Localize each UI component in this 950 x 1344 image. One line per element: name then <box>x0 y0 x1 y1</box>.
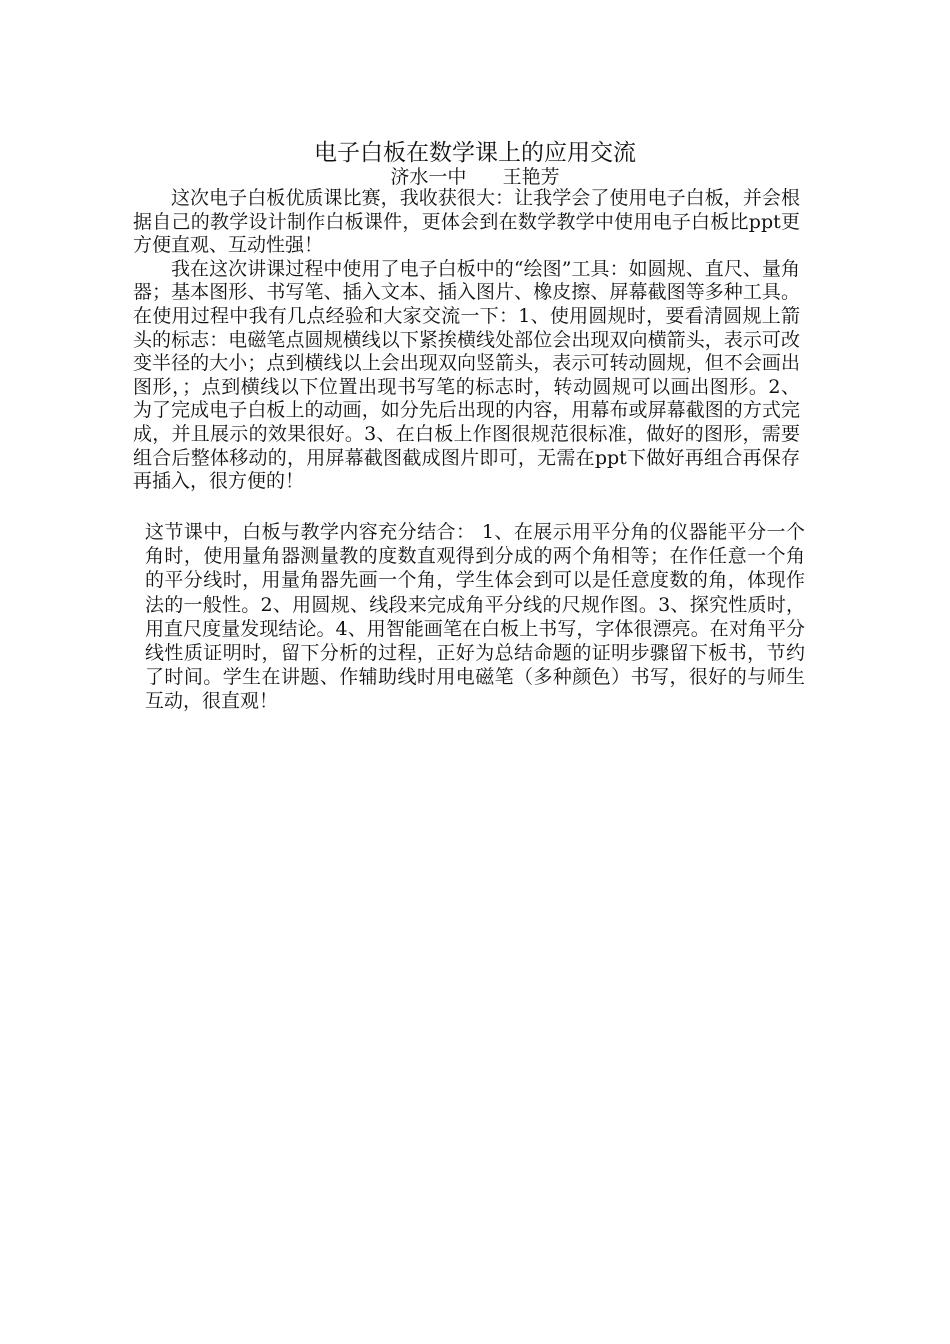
paragraph-lesson-integration: 这节课中，白板与教学内容充分结合： 1、在展示用平分角的仪器能平分一个角时，使用量角器测量教的度数直观得到分成的两个角相等；在作任意一个角的平分线时，用量角器先画一个角，学生体会到可以是任意度数的角，体现作法的一般性。2、用圆规、线段来完成角平分线的尺规作图。3、探究性质时，用直尺度量发现结论。4、用智能画笔在白板上书写，字体很漂亮。在对角平分线性质证明时，留下分析的过程，正好为总结命题的证明步骤留下板书，节约了时间。学生在讲题、作辅助线时用电磁笔（多种颜色）书写，很好的与师生互动，很直观！ <box>145 521 805 713</box>
body-section-experience <box>133 187 800 494</box>
paragraph-tools-experience: 我在这次讲课过程中使用了电子白板中的“绘图”工具：如圆规、直尺、量角器；基本图形、书写笔、插入文本、插入图片、橡皮擦、屏幕截图等多种工具。在使用过程中我有几点经验和大家交流一下：1、使用圆规时，要看清圆规上箭头的标志：电磁笔点圆规横线以下紧挨横线处部位会出现双向横箭头，表示可改变半径的大小；点到横线以上会出现双向竖箭头，表示可转动圆规，但不会画出图形，；点到横线以下位置出现书写笔的标志时，转动圆规可以画出图形。2、为了完成电子白板上的动画，如分先后出现的内容，用幕布或屏幕截图的方式完成，并且展示的效果很好。3、在白板上作图很规范很标准，做好的图形，需要组合后整体移动的，用屏幕截图截成图片即可，无需在ppt下做好再组合再保存再插入，很方便的！ <box>133 257 800 493</box>
body-section-lesson <box>145 520 805 714</box>
author-line: 济水一中 王艳芳 <box>390 166 560 188</box>
paragraph-intro: 这次电子白板优质课比赛，我收获很大：让我学会了使用电子白板，并会根据自己的教学设计制作白板课件，更体会到在数学教学中使用电子白板比ppt更方便直观、互动性强！ <box>133 187 800 257</box>
document-title: 电子白板在数学课上的应用交流 <box>314 140 636 166</box>
